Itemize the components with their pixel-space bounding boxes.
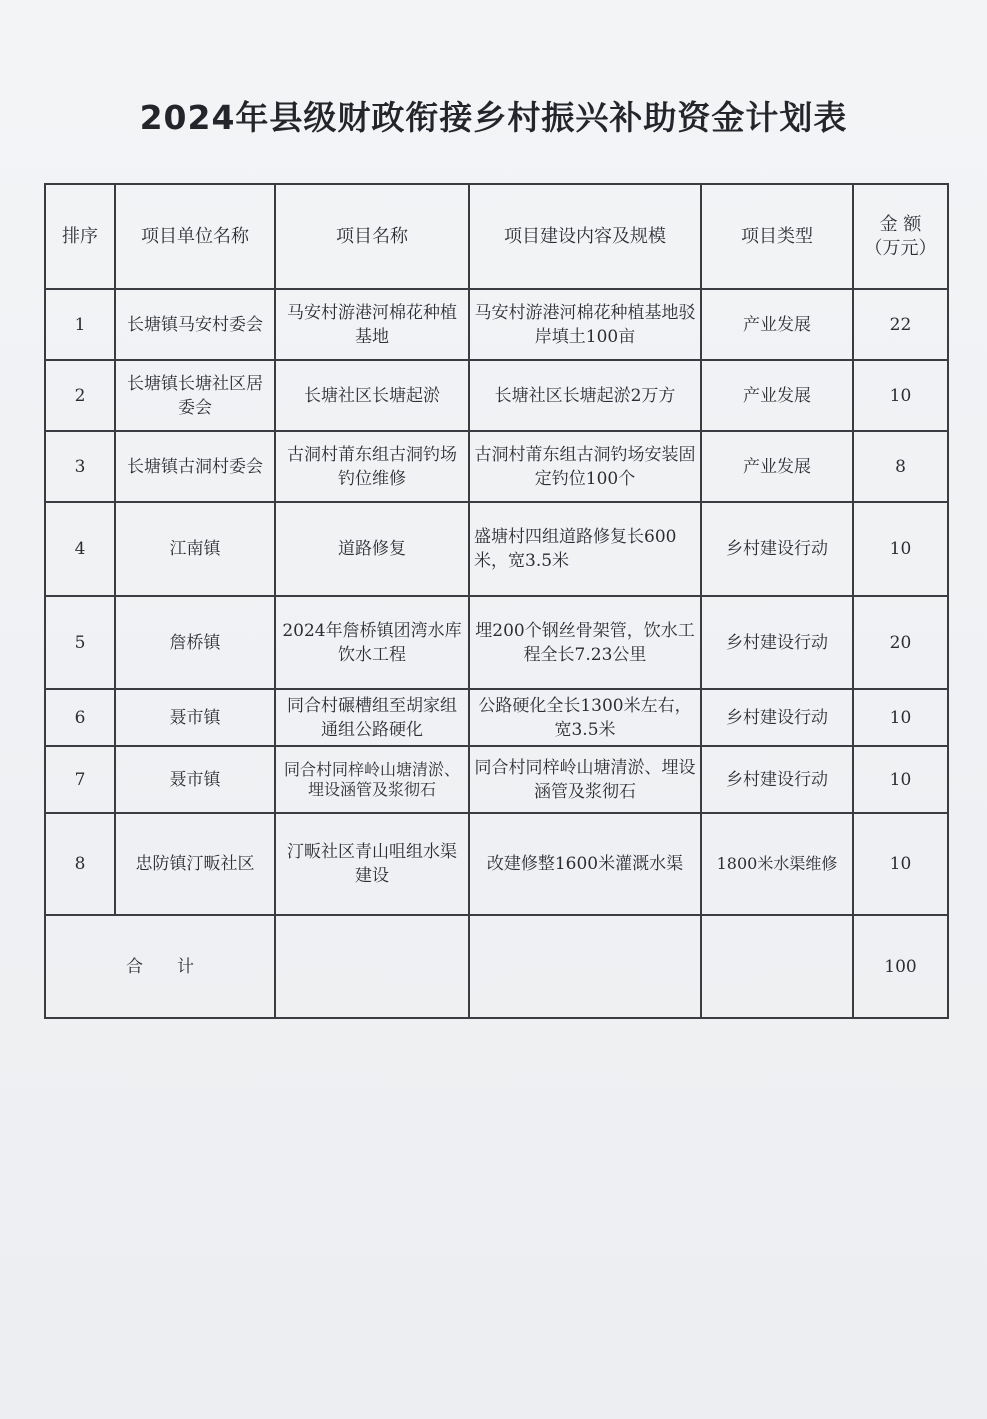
cell-seq: 8 bbox=[45, 813, 115, 915]
total-empty-type bbox=[701, 915, 853, 1018]
cell-seq: 6 bbox=[45, 689, 115, 746]
cell-type: 产业发展 bbox=[701, 289, 853, 360]
cell-seq: 5 bbox=[45, 596, 115, 689]
cell-type: 乡村建设行动 bbox=[701, 746, 853, 813]
cell-seq: 1 bbox=[45, 289, 115, 360]
cell-name: 道路修复 bbox=[275, 502, 469, 596]
cell-content: 长塘社区长塘起淤2万方 bbox=[469, 360, 701, 431]
cell-content: 马安村游港河棉花种植基地驳岸填土100亩 bbox=[469, 289, 701, 360]
table-row bbox=[45, 689, 948, 746]
header-seq: 排序 bbox=[45, 184, 115, 289]
cell-unit: 长塘镇长塘社区居委会 bbox=[115, 360, 275, 431]
table-row bbox=[45, 746, 948, 813]
cell-amount: 22 bbox=[853, 289, 948, 360]
cell-type: 产业发展 bbox=[701, 360, 853, 431]
cell-type: 乡村建设行动 bbox=[701, 596, 853, 689]
table-row bbox=[45, 360, 948, 431]
cell-unit: 长塘镇古洞村委会 bbox=[115, 431, 275, 502]
header-row bbox=[45, 184, 948, 289]
total-row bbox=[45, 915, 948, 1018]
header-name: 项目名称 bbox=[275, 184, 469, 289]
cell-amount: 10 bbox=[853, 360, 948, 431]
cell-name: 长塘社区长塘起淤 bbox=[275, 360, 469, 431]
cell-unit: 詹桥镇 bbox=[115, 596, 275, 689]
cell-name: 同合村碾槽组至胡家组通组公路硬化 bbox=[275, 689, 469, 746]
cell-amount: 20 bbox=[853, 596, 948, 689]
total-amount: 100 bbox=[853, 915, 948, 1018]
cell-name: 马安村游港河棉花种植基地 bbox=[275, 289, 469, 360]
cell-unit: 长塘镇马安村委会 bbox=[115, 289, 275, 360]
cell-amount: 10 bbox=[853, 502, 948, 596]
cell-content: 公路硬化全长1300米左右，宽3.5米 bbox=[469, 689, 701, 746]
cell-name: 2024年詹桥镇团湾水库饮水工程 bbox=[275, 596, 469, 689]
table-row bbox=[45, 813, 948, 915]
header-unit: 项目单位名称 bbox=[115, 184, 275, 289]
cell-amount: 10 bbox=[853, 813, 948, 915]
header-type: 项目类型 bbox=[701, 184, 853, 289]
cell-unit: 聂市镇 bbox=[115, 746, 275, 813]
cell-name: 同合村同梓岭山塘清淤、埋设涵管及浆彻石 bbox=[275, 746, 469, 813]
cell-seq: 4 bbox=[45, 502, 115, 596]
header-content: 项目建设内容及规模 bbox=[469, 184, 701, 289]
cell-type: 乡村建设行动 bbox=[701, 689, 853, 746]
cell-content: 埋200个钢丝骨架管，饮水工程全长7.23公里 bbox=[469, 596, 701, 689]
cell-unit: 忠防镇汀畈社区 bbox=[115, 813, 275, 915]
table-row bbox=[45, 502, 948, 596]
cell-content: 改建修整1600米灌溉水渠 bbox=[469, 813, 701, 915]
cell-seq: 3 bbox=[45, 431, 115, 502]
cell-seq: 2 bbox=[45, 360, 115, 431]
total-label: 合 计 bbox=[45, 915, 275, 1018]
cell-unit: 聂市镇 bbox=[115, 689, 275, 746]
cell-amount: 8 bbox=[853, 431, 948, 502]
cell-name: 古洞村莆东组古洞钓场钓位维修 bbox=[275, 431, 469, 502]
header-amount: 金 额 （万元） bbox=[853, 184, 948, 289]
cell-seq: 7 bbox=[45, 746, 115, 813]
table-row bbox=[45, 431, 948, 502]
cell-unit: 江南镇 bbox=[115, 502, 275, 596]
cell-content: 同合村同梓岭山塘清淤、埋设涵管及浆彻石 bbox=[469, 746, 701, 813]
cell-amount: 10 bbox=[853, 689, 948, 746]
cell-type: 1800米水渠维修 bbox=[701, 813, 853, 915]
table-row bbox=[45, 289, 948, 360]
funding-plan-table bbox=[44, 183, 949, 1019]
cell-type: 产业发展 bbox=[701, 431, 853, 502]
cell-content: 古洞村莆东组古洞钓场安装固定钓位100个 bbox=[469, 431, 701, 502]
page-title: 2024年县级财政衔接乡村振兴补助资金计划表 bbox=[139, 98, 848, 137]
cell-content: 盛塘村四组道路修复长600米，宽3.5米 bbox=[469, 502, 701, 596]
table-row bbox=[45, 596, 948, 689]
cell-amount: 10 bbox=[853, 746, 948, 813]
cell-name: 汀畈社区青山咀组水渠建设 bbox=[275, 813, 469, 915]
total-empty-name bbox=[275, 915, 469, 1018]
total-empty-content bbox=[469, 915, 701, 1018]
cell-type: 乡村建设行动 bbox=[701, 502, 853, 596]
